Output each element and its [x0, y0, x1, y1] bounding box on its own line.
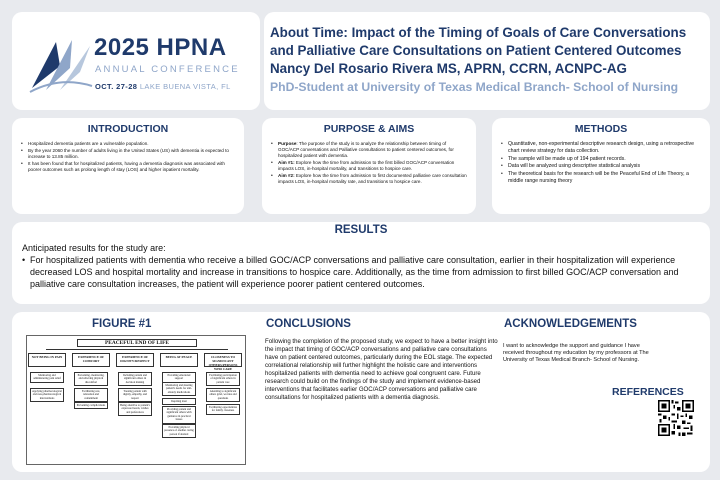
diagram-box: Facilitating participation of significant others in patient care — [206, 372, 240, 386]
conclusions-title: CONCLUSIONS — [266, 318, 351, 330]
diagram-title: PEACEFUL END OF LIFE — [77, 339, 197, 347]
methods-title: METHODS — [574, 123, 628, 135]
methods-bullet: • Quantitative, non-experimental descriptive research design, using a retrospective chart review strategy for data collection. — [500, 141, 702, 155]
author-name: Nancy Del Rosario Rivera MS, APRN, CCRN, ACNPC-AG — [270, 61, 627, 76]
aim2-text: Explore how the time from admission to first documented palliative care consultation impacts LOS, in-hospital mortality rate, and transitions to hospice care. — [278, 173, 467, 184]
intro-bullet: • Hospitalized dementia patients are a vulnerable population. — [20, 141, 236, 147]
aim1-label: Aim #1: — [278, 160, 295, 165]
methods-bullet: • The theoretical basis for the research will be the Peaceful End of Life Theory, a middle range nursing theory — [500, 171, 702, 185]
diagram-box: Including patient and significant others in decision making — [118, 372, 152, 386]
purpose-text: : The purpose of the study is to analyze the relationship between timing of GOC/ACP conversations and Palliative consultations to patient centered outcomes, for hospitalized patient with dementia. — [278, 141, 454, 158]
methods-bullet: • Data will be analyzed using descriptive statistical analysis — [500, 163, 702, 170]
purpose-title: PURPOSE & AIMS — [323, 123, 415, 135]
logo-dates: OCT. 27-28 — [95, 82, 138, 91]
logo-date-location — [95, 82, 231, 91]
purpose-aims-panel — [262, 118, 476, 214]
references-qr-code-icon[interactable] — [658, 400, 694, 436]
references-title: REFERENCES — [612, 386, 684, 398]
acknowledgements-text: I want to acknowledge the support and guidance I have received throughout my education by my professors at The University of Texas Medical Branch- School of Nursing. — [503, 343, 649, 364]
diagram-box: Preventing, monitoring, and relieving physical discomfort — [74, 372, 108, 386]
diagram-column-header: NOT BEING IN PAIN — [28, 353, 66, 367]
intro-bullet: • By the year 2060 the number of adults living in the United States (US) with dementia is expected to increase to 13.85 million. — [20, 148, 236, 160]
diagram-box: Applying pharmacological and non-pharmacological interventions — [30, 388, 64, 402]
logo-subtitle: ANNUAL CONFERENCE — [95, 64, 240, 75]
hpna-logo-icon — [26, 36, 96, 96]
logo-location: LAKE BUENA VISTA, FL — [139, 82, 231, 91]
diagram-column-header: EXPERIENCE OF DIGNITY/RESPECT — [116, 353, 154, 367]
purpose-item — [270, 141, 468, 159]
intro-bullet: • It has been found that for hospitalized patients, having a dementia diagnosis was associated with poorer outcomes such as prolong length of stay (LOS) and higher inpatient mortality. — [20, 161, 236, 173]
conclusions-text: Following the completion of the proposed study, we expect to have a better insight into the impact that timing of GOC/ACP conversations and palliative care consultations have on patient centered outcomes, particularly during the EOL stage. The expected correlational relationship will further highlight the holistic care and interventions hospitalized patients with dementia need to achieve goal congruent care. Future research could build on the findings of the study and implement evidence-based interventions that facilitates earlier GOC/ACP conversations and palliative care consultations for hospitalized patients with a dementia diagnosis. — [265, 338, 498, 402]
aim2-item — [270, 173, 468, 185]
logo-year-title: 2025 HPNA — [94, 34, 227, 61]
diagram-column-header: BEING AT PEACE — [160, 353, 198, 367]
diagram-connector — [46, 349, 228, 350]
acknowledgements-title: ACKNOWLEDGEMENTS — [504, 318, 637, 330]
methods-panel — [492, 118, 710, 214]
diagram-column-header: EXPERIENCE OF COMFORT — [72, 353, 110, 367]
methods-bullet: • The sample will be made up of 194 patient records. — [500, 156, 702, 163]
aim1-text: Explore how the time from admission to the first billed GOC/ACP conversation impacts LOS, in-hospital mortality, and transitions to hospice care. — [278, 160, 455, 171]
diagram-box: Attending to significant others grief, worries and questions — [206, 388, 240, 402]
diagram-box: Monitoring and meeting patient's needs for anti-anxiety medications — [162, 382, 196, 396]
diagram-box: Preventing complications — [74, 402, 108, 409]
diagram-box: Providing patient and significant others with guidance in practical issues — [162, 406, 196, 424]
diagram-box: Monitoring and administering pain relief — [30, 372, 64, 383]
diagram-box: Facilitating rest, relaxation and contentment — [74, 388, 108, 402]
results-intro: Anticipated results for the study are: — [22, 243, 166, 253]
diagram-box: Treating patient with dignity, empathy, and respect — [118, 388, 152, 402]
results-title: RESULTS — [334, 224, 388, 236]
results-bullet: • For hospitalized patients with dementia who receive a billed GOC/ACP conversations and palliative care consultation, earlier in their hospitalization will experience decreased LOS and hospital mortality and increase in transitions to hospice care. Additionally, as the time from admission to first billed GOC/ACP conversation and palliative care consultation increases, the patient will experience poorer patient centered outcomes. — [22, 254, 700, 291]
poster-title-line2: and Palliative Care Consultations on Patient Centered Outcomes — [270, 43, 682, 58]
results-panel — [12, 222, 710, 304]
poster-title-line1: About Time: Impact of the Timing of Goals of Care Conversations — [270, 25, 687, 40]
bottom-panel — [12, 312, 710, 472]
figure-title: FIGURE #1 — [92, 318, 152, 330]
diagram-box: Inspiring trust — [162, 398, 196, 405]
purpose-label: Purpose — [278, 141, 297, 146]
aim1-item — [270, 160, 468, 172]
introduction-title: INTRODUCTION — [87, 123, 169, 135]
diagram-column-header: CLOSENESS TO SIGNIFICANT OTHERS/PERSONS WHO CARE — [204, 353, 242, 367]
diagram-box: Providing physical presence of another caring person if desired — [162, 424, 196, 438]
diagram-box: Being attentive to patient's expressed needs, wishes and preferences — [118, 402, 152, 416]
introduction-panel — [12, 118, 244, 214]
poster-title-panel — [264, 12, 710, 110]
conference-logo-panel — [12, 12, 260, 110]
aim2-label: Aim #2: — [278, 173, 295, 178]
diagram-box: Facilitating opportunities for family closeness — [206, 404, 240, 415]
author-affiliation: PhD-Student at University of Texas Medical Branch- School of Nursing — [270, 80, 679, 94]
diagram-box: Providing emotional support — [162, 372, 196, 383]
peaceful-end-of-life-diagram — [26, 335, 246, 465]
